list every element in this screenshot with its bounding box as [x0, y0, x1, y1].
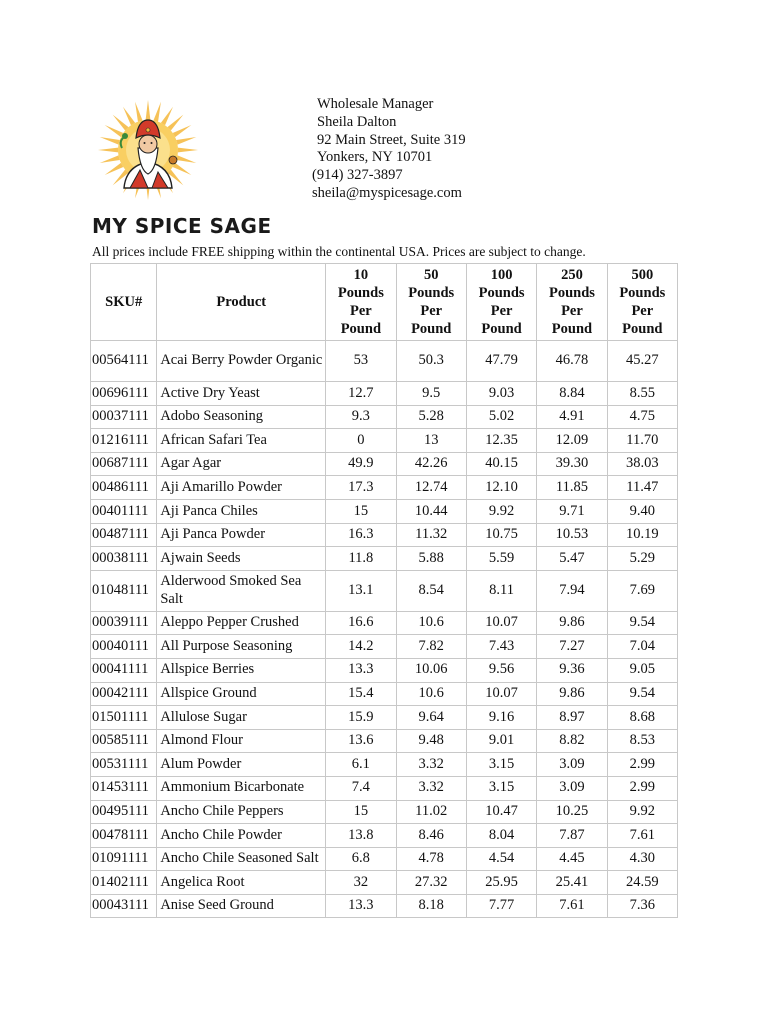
sku-cell: 00039111	[91, 611, 157, 635]
price-10-cell: 6.1	[326, 753, 396, 777]
price-50-cell: 10.44	[396, 499, 466, 523]
price-10-cell: 12.7	[326, 382, 396, 406]
table-row	[91, 871, 678, 895]
table-row	[91, 341, 678, 382]
price-10-cell: 7.4	[326, 776, 396, 800]
sku-cell: 00041111	[91, 658, 157, 682]
price-500-cell: 45.27	[607, 341, 677, 382]
product-cell: Adobo Seasoning	[157, 405, 326, 429]
product-cell: Aji Panca Chiles	[157, 499, 326, 523]
sku-cell: 01501111	[91, 706, 157, 730]
table-row	[91, 523, 678, 547]
sage-figure-icon	[96, 100, 200, 204]
price-250-cell: 3.09	[537, 753, 607, 777]
price-500-cell: 8.53	[607, 729, 677, 753]
product-cell: Alderwood Smoked Sea Salt	[157, 570, 326, 611]
product-cell: Allulose Sugar	[157, 706, 326, 730]
price-500-cell: 9.05	[607, 658, 677, 682]
price-50-cell: 8.54	[396, 570, 466, 611]
header-10-pound: Pound	[340, 321, 382, 337]
table-row	[91, 729, 678, 753]
header-250-qty: 250	[561, 267, 583, 283]
product-cell: Angelica Root	[157, 871, 326, 895]
price-250-cell: 7.87	[537, 824, 607, 848]
header-250-pounds	[537, 264, 607, 341]
price-100-cell: 7.77	[466, 894, 536, 918]
product-cell: Almond Flour	[157, 729, 326, 753]
sku-cell: 00696111	[91, 382, 157, 406]
price-10-cell: 13.3	[326, 658, 396, 682]
sku-cell: 00040111	[91, 635, 157, 659]
product-cell: Aji Amarillo Powder	[157, 476, 326, 500]
price-250-cell: 3.09	[537, 776, 607, 800]
sku-cell: 01453111	[91, 776, 157, 800]
header-10-unit: Pounds	[337, 285, 384, 301]
contact-block	[312, 96, 466, 203]
price-100-cell: 10.07	[466, 682, 536, 706]
price-100-cell: 10.75	[466, 523, 536, 547]
header-product: Product	[157, 264, 326, 341]
product-cell: Aji Panca Powder	[157, 523, 326, 547]
sku-cell: 01216111	[91, 429, 157, 453]
price-50-cell: 9.5	[396, 382, 466, 406]
product-cell: African Safari Tea	[157, 429, 326, 453]
price-50-cell: 10.6	[396, 682, 466, 706]
contact-name: Sheila Dalton	[317, 113, 397, 130]
price-500-cell: 38.03	[607, 452, 677, 476]
price-50-cell: 50.3	[396, 341, 466, 382]
table-row	[91, 570, 678, 611]
price-100-cell: 9.16	[466, 706, 536, 730]
price-500-cell: 8.55	[607, 382, 677, 406]
price-500-cell: 9.54	[607, 682, 677, 706]
price-10-cell: 13.3	[326, 894, 396, 918]
price-50-cell: 5.88	[396, 547, 466, 571]
header-100-qty: 100	[490, 267, 513, 283]
header-50-unit: Pounds	[408, 285, 455, 301]
product-cell: Allspice Berries	[157, 658, 326, 682]
price-10-cell: 13.6	[326, 729, 396, 753]
price-100-cell: 25.95	[466, 871, 536, 895]
price-50-cell: 3.32	[396, 776, 466, 800]
price-50-cell: 9.64	[396, 706, 466, 730]
price-250-cell: 9.71	[537, 499, 607, 523]
price-250-cell: 8.97	[537, 706, 607, 730]
sku-cell: 00495111	[91, 800, 157, 824]
price-250-cell: 39.30	[537, 452, 607, 476]
price-10-cell: 9.3	[326, 405, 396, 429]
price-10-cell: 11.8	[326, 547, 396, 571]
price-250-cell: 10.53	[537, 523, 607, 547]
table-row	[91, 824, 678, 848]
header-50-per: Per	[420, 303, 443, 319]
price-500-cell: 7.04	[607, 635, 677, 659]
header-100-per: Per	[490, 303, 513, 319]
sku-cell: 00043111	[91, 894, 157, 918]
price-500-cell: 9.40	[607, 499, 677, 523]
price-50-cell: 5.28	[396, 405, 466, 429]
price-500-cell: 7.61	[607, 824, 677, 848]
header-10-pounds	[326, 264, 396, 341]
table-row	[91, 611, 678, 635]
price-500-cell: 11.47	[607, 476, 677, 500]
price-100-cell: 10.07	[466, 611, 536, 635]
sku-cell: 00531111	[91, 753, 157, 777]
price-50-cell: 8.46	[396, 824, 466, 848]
price-100-cell: 9.01	[466, 729, 536, 753]
price-100-cell: 12.10	[466, 476, 536, 500]
table-row	[91, 547, 678, 571]
price-50-cell: 8.18	[396, 894, 466, 918]
table-row	[91, 800, 678, 824]
price-table-header	[91, 264, 678, 341]
price-250-cell: 4.91	[537, 405, 607, 429]
price-50-cell: 9.48	[396, 729, 466, 753]
price-250-cell: 7.61	[537, 894, 607, 918]
price-50-cell: 3.32	[396, 753, 466, 777]
price-500-cell: 7.69	[607, 570, 677, 611]
price-250-cell: 5.47	[537, 547, 607, 571]
price-100-cell: 9.92	[466, 499, 536, 523]
header-500-pound: Pound	[622, 321, 663, 337]
header-50-pound: Pound	[411, 321, 452, 337]
price-250-cell: 12.09	[537, 429, 607, 453]
product-cell: Alum Powder	[157, 753, 326, 777]
header-50-pounds	[396, 264, 466, 341]
price-250-cell: 10.25	[537, 800, 607, 824]
price-50-cell: 42.26	[396, 452, 466, 476]
contact-city: Yonkers, NY 10701	[317, 149, 433, 166]
price-500-cell: 8.68	[607, 706, 677, 730]
header-500-per: Per	[631, 303, 654, 319]
price-100-cell: 5.59	[466, 547, 536, 571]
sku-cell: 00564111	[91, 341, 157, 382]
price-100-cell: 3.15	[466, 776, 536, 800]
price-table	[90, 263, 678, 918]
contact-street: 92 Main Street, Suite 319	[317, 131, 466, 148]
sku-cell: 01402111	[91, 871, 157, 895]
header-500-pounds	[607, 264, 677, 341]
price-10-cell: 13.8	[326, 824, 396, 848]
price-10-cell: 53	[326, 341, 396, 382]
price-250-cell: 4.45	[537, 847, 607, 871]
price-250-cell: 7.27	[537, 635, 607, 659]
price-100-cell: 12.35	[466, 429, 536, 453]
sku-cell: 00478111	[91, 824, 157, 848]
price-250-cell: 7.94	[537, 570, 607, 611]
product-cell: Acai Berry Powder Organic	[157, 341, 326, 382]
price-500-cell: 10.19	[607, 523, 677, 547]
header-sku: SKU#	[91, 264, 157, 341]
price-100-cell: 3.15	[466, 753, 536, 777]
sku-cell: 00038111	[91, 547, 157, 571]
price-500-cell: 9.54	[607, 611, 677, 635]
header-50-qty: 50	[423, 267, 439, 283]
price-100-cell: 4.54	[466, 847, 536, 871]
shipping-notice: All prices include FREE shipping within the continental USA. Prices are subject to change.	[92, 244, 586, 259]
product-cell: All Purpose Seasoning	[157, 635, 326, 659]
price-10-cell: 49.9	[326, 452, 396, 476]
table-row	[91, 753, 678, 777]
table-row	[91, 682, 678, 706]
spice-sage-logo	[96, 100, 200, 204]
product-cell: Agar Agar	[157, 452, 326, 476]
price-250-cell: 8.84	[537, 382, 607, 406]
price-500-cell: 4.30	[607, 847, 677, 871]
table-row	[91, 658, 678, 682]
product-cell: Active Dry Yeast	[157, 382, 326, 406]
sku-cell: 00401111	[91, 499, 157, 523]
product-cell: Ancho Chile Peppers	[157, 800, 326, 824]
table-row	[91, 429, 678, 453]
price-10-cell: 32	[326, 871, 396, 895]
price-500-cell: 2.99	[607, 753, 677, 777]
price-50-cell: 27.32	[396, 871, 466, 895]
price-10-cell: 13.1	[326, 570, 396, 611]
price-50-cell: 4.78	[396, 847, 466, 871]
price-10-cell: 16.6	[326, 611, 396, 635]
price-500-cell: 2.99	[607, 776, 677, 800]
price-250-cell: 9.86	[537, 682, 607, 706]
sku-cell: 00487111	[91, 523, 157, 547]
price-100-cell: 5.02	[466, 405, 536, 429]
table-row	[91, 476, 678, 500]
table-row	[91, 382, 678, 406]
table-row	[91, 847, 678, 871]
table-row	[91, 894, 678, 918]
price-250-cell: 8.82	[537, 729, 607, 753]
table-row	[91, 499, 678, 523]
price-10-cell: 15	[326, 800, 396, 824]
price-250-cell: 9.36	[537, 658, 607, 682]
header-10-qty: 10	[353, 267, 369, 283]
sku-cell: 00687111	[91, 452, 157, 476]
price-250-cell: 9.86	[537, 611, 607, 635]
price-250-cell: 11.85	[537, 476, 607, 500]
header-100-pound: Pound	[481, 321, 522, 337]
product-cell: Ajwain Seeds	[157, 547, 326, 571]
price-100-cell: 8.04	[466, 824, 536, 848]
price-table-body	[91, 341, 678, 918]
header-500-unit: Pounds	[619, 285, 666, 301]
price-10-cell: 15.9	[326, 706, 396, 730]
price-100-cell: 10.47	[466, 800, 536, 824]
price-250-cell: 46.78	[537, 341, 607, 382]
sku-cell: 00486111	[91, 476, 157, 500]
product-cell: Ancho Chile Powder	[157, 824, 326, 848]
sku-cell: 01091111	[91, 847, 157, 871]
product-cell: Anise Seed Ground	[157, 894, 326, 918]
price-50-cell: 11.32	[396, 523, 466, 547]
price-10-cell: 16.3	[326, 523, 396, 547]
sku-cell: 00585111	[91, 729, 157, 753]
table-row	[91, 706, 678, 730]
price-50-cell: 12.74	[396, 476, 466, 500]
sku-cell: 00042111	[91, 682, 157, 706]
price-50-cell: 11.02	[396, 800, 466, 824]
price-250-cell: 25.41	[537, 871, 607, 895]
price-50-cell: 13	[396, 429, 466, 453]
price-50-cell: 10.6	[396, 611, 466, 635]
product-cell: Ammonium Bicarbonate	[157, 776, 326, 800]
price-10-cell: 14.2	[326, 635, 396, 659]
price-10-cell: 15	[326, 499, 396, 523]
contact-email[interactable]: sheila@myspicesage.com	[312, 184, 462, 201]
price-10-cell: 15.4	[326, 682, 396, 706]
product-cell: Ancho Chile Seasoned Salt	[157, 847, 326, 871]
header-10-per: Per	[350, 303, 372, 319]
price-100-cell: 7.43	[466, 635, 536, 659]
product-cell: Allspice Ground	[157, 682, 326, 706]
price-10-cell: 6.8	[326, 847, 396, 871]
header-250-per: Per	[561, 303, 583, 319]
header-250-pound: Pound	[551, 321, 593, 337]
brand-wordmark: MY SPICE SAGE	[92, 214, 272, 238]
header-500-qty: 500	[631, 267, 654, 283]
price-100-cell: 8.11	[466, 570, 536, 611]
sku-cell: 00037111	[91, 405, 157, 429]
contact-phone: (914) 327-3897	[312, 167, 403, 184]
table-row	[91, 635, 678, 659]
price-50-cell: 10.06	[396, 658, 466, 682]
price-500-cell: 5.29	[607, 547, 677, 571]
price-10-cell: 0	[326, 429, 396, 453]
table-row	[91, 452, 678, 476]
table-row	[91, 776, 678, 800]
price-10-cell: 17.3	[326, 476, 396, 500]
contact-title: Wholesale Manager	[317, 96, 434, 112]
price-500-cell: 7.36	[607, 894, 677, 918]
price-500-cell: 4.75	[607, 405, 677, 429]
header-250-unit: Pounds	[548, 285, 595, 301]
header-100-pounds	[466, 264, 536, 341]
price-100-cell: 40.15	[466, 452, 536, 476]
product-cell: Aleppo Pepper Crushed	[157, 611, 326, 635]
price-100-cell: 9.56	[466, 658, 536, 682]
price-500-cell: 24.59	[607, 871, 677, 895]
table-row	[91, 405, 678, 429]
price-500-cell: 11.70	[607, 429, 677, 453]
price-500-cell: 9.92	[607, 800, 677, 824]
price-50-cell: 7.82	[396, 635, 466, 659]
price-100-cell: 47.79	[466, 341, 536, 382]
sku-cell: 01048111	[91, 570, 157, 611]
price-100-cell: 9.03	[466, 382, 536, 406]
header-100-unit: Pounds	[478, 285, 525, 301]
